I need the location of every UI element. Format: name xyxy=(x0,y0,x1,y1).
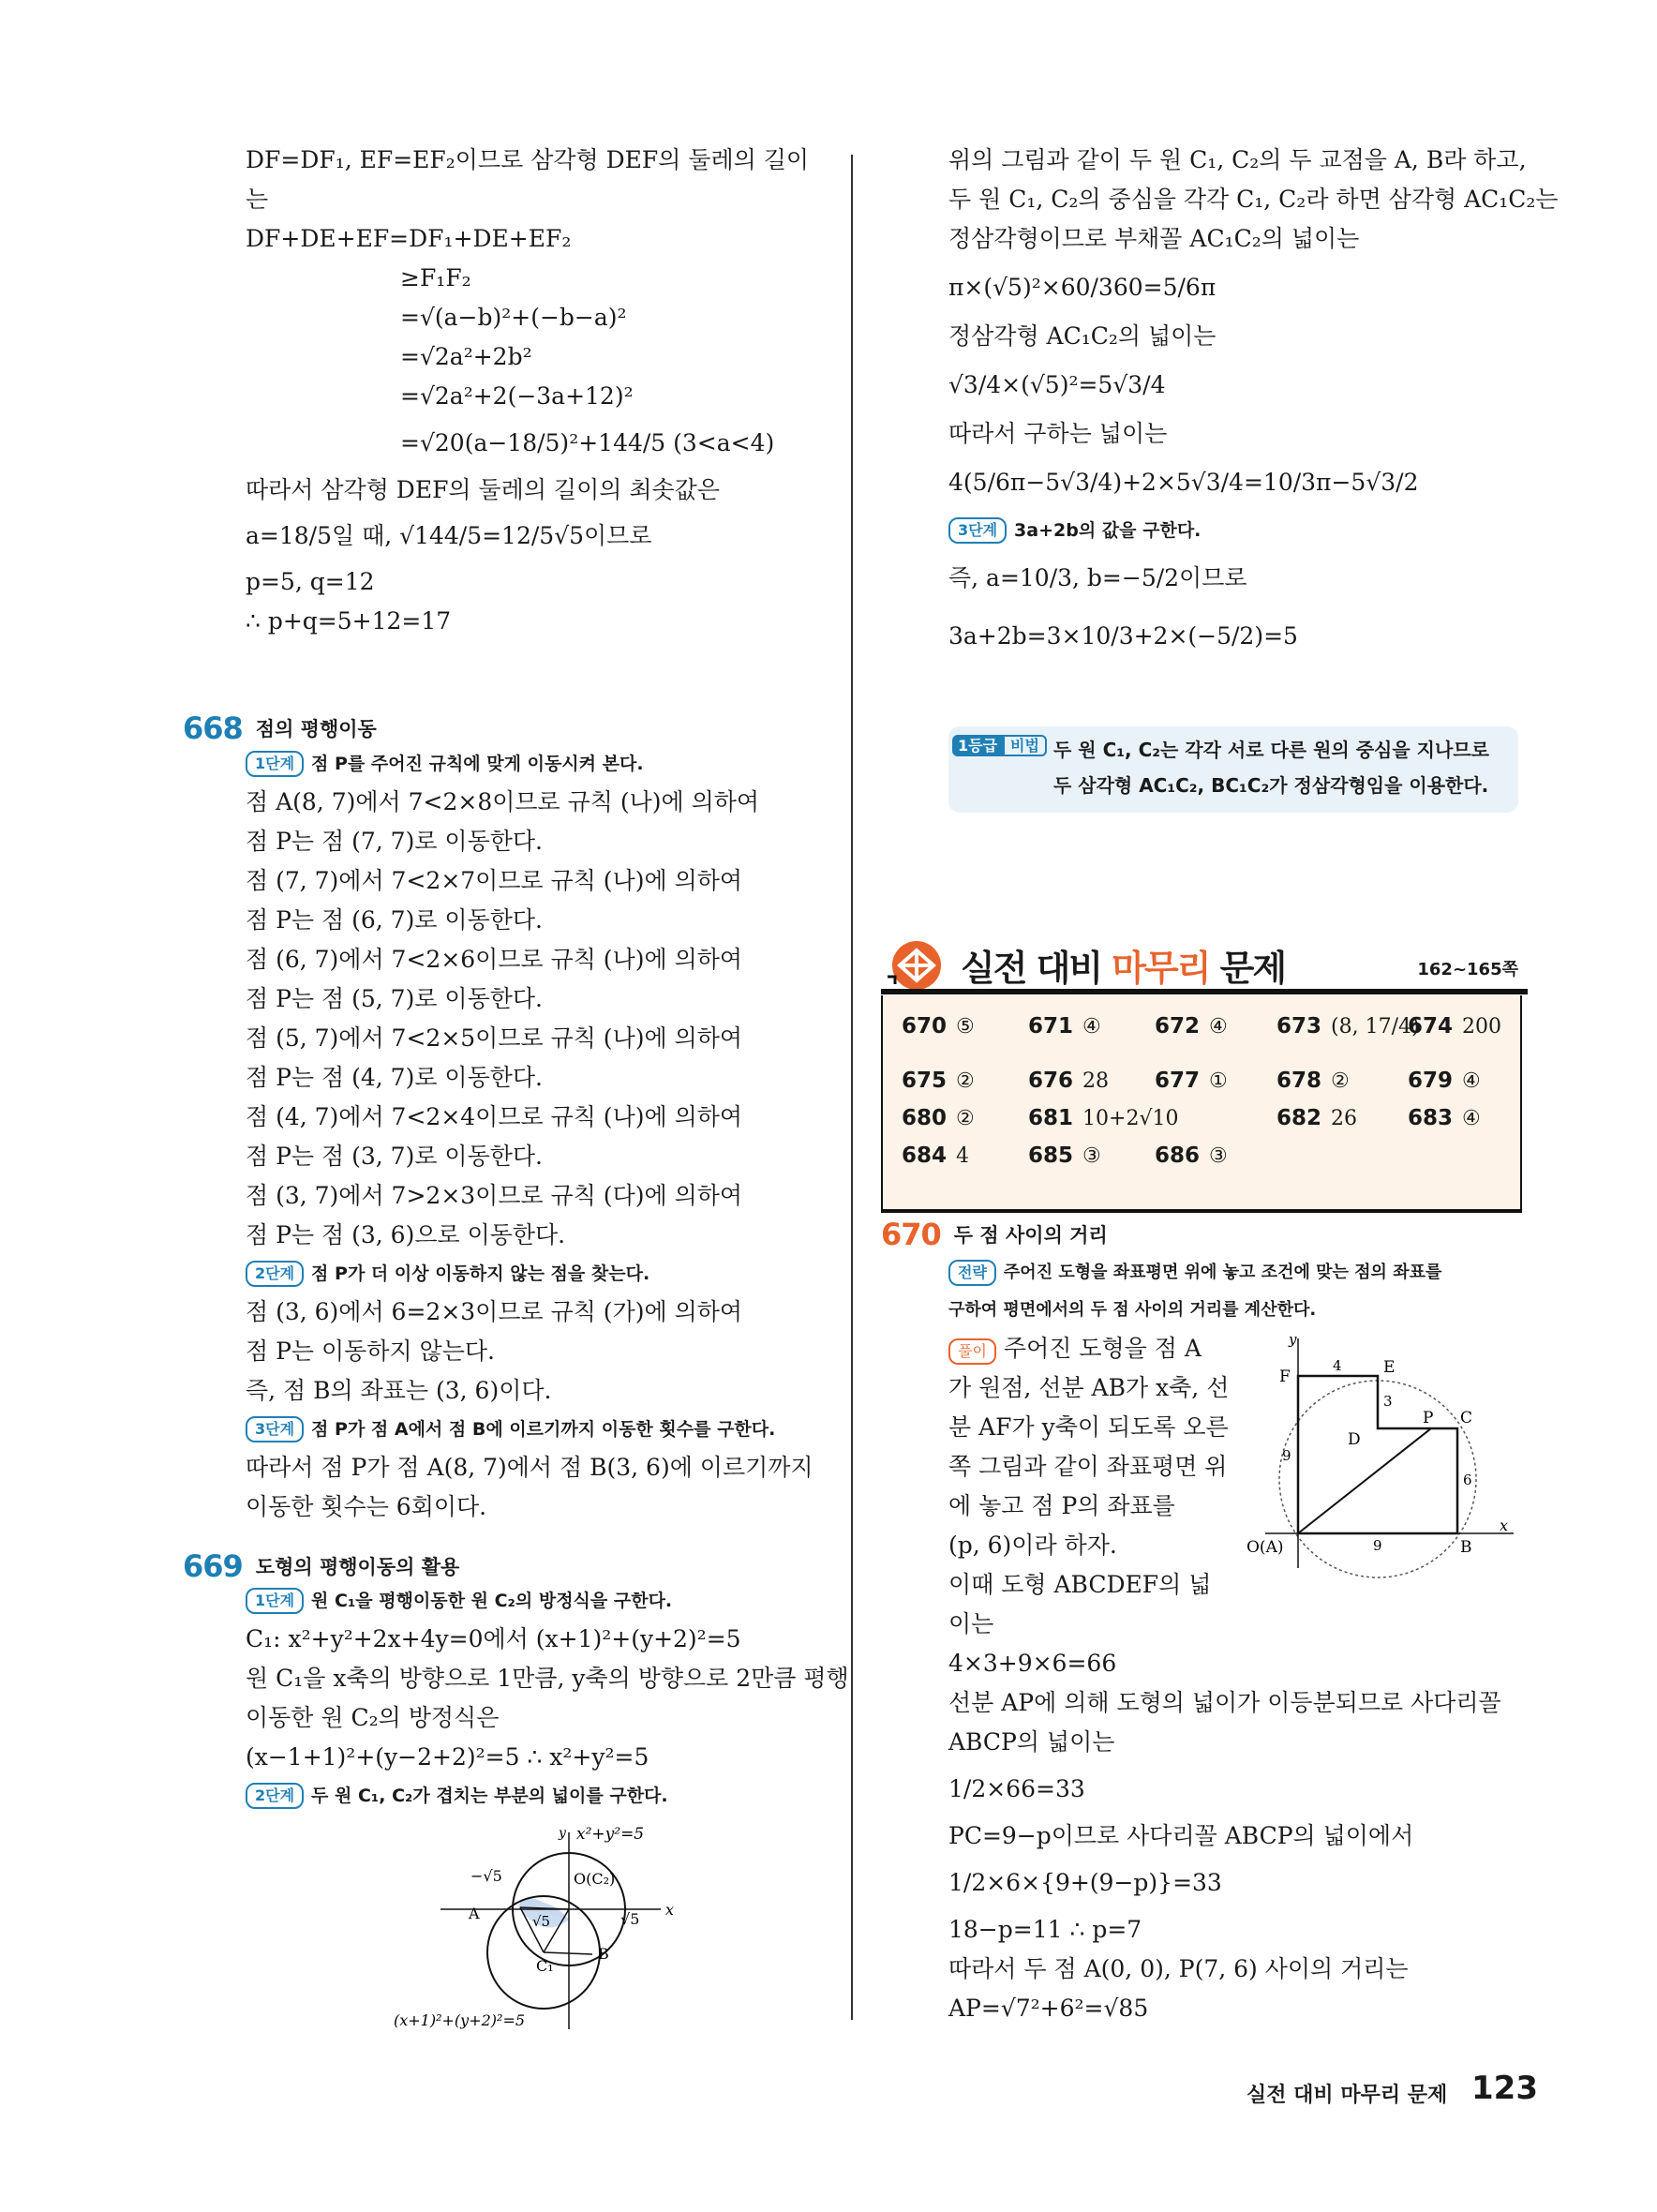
problem-number: 668 xyxy=(183,710,243,746)
two-circles-figure xyxy=(384,1814,694,2039)
problem-title: 두 점 사이의 거리 xyxy=(953,1224,1108,1247)
length-9-bottom: 9 xyxy=(1373,1537,1382,1554)
coordinate-figure xyxy=(1246,1329,1518,1582)
step-badge: 1단계 xyxy=(246,1588,304,1614)
right-column xyxy=(948,141,1559,665)
answer-item: 678 ② xyxy=(1276,1069,1350,1093)
strategy xyxy=(948,1254,1530,1292)
text-line: C₁: x²+y²+2x+4y=0에서 (x+1)²+(y+2)²=5 xyxy=(246,1625,741,1652)
text-line: 원 C₁을 x축의 방향으로 1만큼, y축의 방향으로 2만큼 평행 xyxy=(246,1665,849,1692)
answer-item: 676 28 xyxy=(1028,1069,1110,1093)
text-line: AP=√7²+6²=√85 xyxy=(948,1995,1149,2022)
footer-section-name: 실전 대비 마무리 문제 xyxy=(1246,2084,1448,2107)
answer-item: 685 ③ xyxy=(1028,1143,1101,1168)
solution-line: 가 원점, 선분 AB가 x축, 선 xyxy=(948,1374,1230,1401)
problem-668-header xyxy=(183,710,377,746)
text-line: 점 A(8, 7)에서 7<2×8이므로 규칙 (나)에 의하여 xyxy=(246,788,760,815)
text-line: 는 xyxy=(246,186,269,213)
step-3 xyxy=(948,512,1530,549)
final-problems-header xyxy=(881,937,1528,992)
math-line: 3a+2b=3×10/3+2×(−5/2)=5 xyxy=(948,622,1298,650)
step-text: 점 P를 주어진 규칙에 맞게 이동시켜 본다. xyxy=(311,754,644,774)
root5-x-label: √5 xyxy=(620,1910,640,1928)
text-line: 점 P는 점 (7, 7)로 이동한다. xyxy=(246,828,543,855)
text-line: 정삼각형 AC₁C₂의 넓이는 xyxy=(948,322,1217,350)
text-line: 점 (6, 7)에서 7<2×6이므로 규칙 (나)에 의하여 xyxy=(246,946,743,973)
step-1 xyxy=(246,1582,827,1620)
origin-label: O(C₂) xyxy=(574,1870,616,1888)
text-line: a=18/5일 때, √144/5=12/5√5이므로 xyxy=(246,522,652,549)
text-line: 점 P는 점 (5, 7)로 이동한다. xyxy=(246,985,543,1012)
text-line: 4×3+9×6=66 xyxy=(948,1650,1117,1677)
circle-c1-equation: (x+1)²+(y+2)²=5 xyxy=(394,2011,526,2029)
text-line: 이동한 횟수는 6회이다. xyxy=(246,1493,487,1520)
y-label: y xyxy=(559,1826,566,1841)
point-a-label: A xyxy=(469,1905,480,1922)
point-b-label: B xyxy=(1460,1538,1472,1557)
text-line: 따라서 점 P가 점 A(8, 7)에서 점 B(3, 6)에 이르기까지 xyxy=(246,1454,814,1481)
answer-table xyxy=(881,995,1522,1213)
header-rule xyxy=(881,989,1528,994)
text-line: DF+DE+EF=DF₁+DE+EF₂ xyxy=(246,225,572,252)
step-badge: 3단계 xyxy=(246,1416,304,1442)
answer-item: 670 ⑤ xyxy=(902,1014,975,1039)
step-badge: 2단계 xyxy=(246,1783,304,1809)
text-line: 두 원 C₁, C₂의 중심을 각각 C₁, C₂라 하면 삼각형 AC₁C₂는 xyxy=(948,186,1559,213)
point-c-label: C xyxy=(1460,1409,1473,1427)
segment xyxy=(544,1952,592,1954)
text-line: 따라서 두 점 A(0, 0), P(7, 6) 사이의 거리는 xyxy=(948,1955,1409,1982)
text-line: 점 (7, 7)에서 7<2×7이므로 규칙 (나)에 의하여 xyxy=(246,867,743,894)
answer-item: 671 ④ xyxy=(1028,1014,1101,1039)
problem-669-header xyxy=(183,1548,459,1584)
step-text: 두 원 C₁, C₂가 겹치는 부분의 넓이를 구한다. xyxy=(311,1786,668,1806)
segment-ap xyxy=(1298,1428,1431,1533)
point-p-label: P xyxy=(1423,1409,1434,1427)
tip-box xyxy=(948,726,1518,813)
answer-item: 686 ③ xyxy=(1155,1143,1228,1168)
title-part: 문제 xyxy=(1209,948,1286,989)
hexagon-abcdef xyxy=(1298,1376,1457,1533)
answer-item: 672 ④ xyxy=(1155,1014,1228,1039)
text-line: 위의 그림과 같이 두 원 C₁, C₂의 두 교점을 A, B라 하고, xyxy=(948,146,1527,173)
step-text: 점 P가 더 이상 이동하지 않는 점을 찾는다. xyxy=(311,1263,650,1284)
math-line: =√2a²+2(−3a+12)² xyxy=(400,382,634,410)
math-line: ≥F₁F₂ xyxy=(400,264,471,291)
neg-root5-label: −√5 xyxy=(470,1867,502,1885)
text-line: 점 (3, 6)에서 6=2×3이므로 규칙 (가)에 의하여 xyxy=(246,1298,743,1325)
answer-item: 679 ④ xyxy=(1408,1069,1481,1093)
step-2 xyxy=(246,1255,827,1293)
strategy-text: 주어진 도형을 좌표평면 위에 놓고 조건에 맞는 점의 좌표를 xyxy=(1003,1263,1442,1282)
point-e-label: E xyxy=(1383,1358,1396,1377)
math-line: 4(5/6π−5√3/4)+2×5√3/4=10/3π−5√3/2 xyxy=(948,469,1419,496)
text-line: 점 P는 이동하지 않는다. xyxy=(246,1338,495,1365)
text-line: ABCP의 넓이는 xyxy=(948,1728,1115,1756)
math-line: =√2a²+2b² xyxy=(400,343,532,370)
math-line: =√(a−b)²+(−b−a)² xyxy=(400,304,627,331)
text-line: 점 P는 점 (3, 6)으로 이동한다. xyxy=(246,1221,566,1248)
point-f-label: F xyxy=(1279,1368,1291,1386)
answer-item: 684 4 xyxy=(902,1143,970,1168)
left-column xyxy=(246,141,827,641)
column-divider xyxy=(851,155,853,2020)
text-line: 점 (5, 7)에서 7<2×5이므로 규칙 (나)에 의하여 xyxy=(246,1024,743,1052)
answer-item: 675 ② xyxy=(902,1069,975,1093)
solution-line: 쪽 그림과 같이 좌표평면 위 xyxy=(948,1453,1228,1480)
text-line: 따라서 구하는 넓이는 xyxy=(948,420,1168,447)
length-4: 4 xyxy=(1333,1357,1342,1374)
x-label: x xyxy=(1500,1517,1509,1534)
math-line: π×(√5)²×60/360=5/6π xyxy=(948,274,1217,301)
answer-item: 674 200 xyxy=(1408,1014,1502,1039)
problem-669-body xyxy=(246,1582,849,1815)
math-line: =√20(a−18/5)²+144/5 (3<a<4) xyxy=(400,429,775,456)
step-3 xyxy=(246,1411,827,1448)
tip-badge xyxy=(952,734,1047,755)
text-line: 정삼각형이므로 부채꼴 AC₁C₂의 넓이는 xyxy=(948,225,1360,252)
length-9-left: 9 xyxy=(1282,1447,1291,1464)
solution-line: 이는 xyxy=(948,1610,994,1637)
text-line: (x−1+1)²+(y−2+2)²=5 ∴ x²+y²=5 xyxy=(246,1743,649,1771)
strategy-cont: 구하여 평면에서의 두 점 사이의 거리를 계산한다. xyxy=(948,1300,1317,1320)
root5-inner-label: √5 xyxy=(532,1913,551,1930)
final-problems-title xyxy=(961,939,1285,991)
x-label: x xyxy=(665,1901,675,1919)
step-2 xyxy=(246,1777,827,1815)
text-line: 점 P는 점 (3, 7)로 이동한다. xyxy=(246,1143,543,1170)
step-1 xyxy=(246,745,827,783)
step-badge: 3단계 xyxy=(948,517,1007,544)
page-number: 123 xyxy=(1471,2070,1538,2107)
circle-c2-equation: x²+y²=5 xyxy=(576,1825,645,1844)
step-text: 원 C₁을 평행이동한 원 C₂의 방정식을 구한다. xyxy=(311,1591,673,1611)
length-3: 3 xyxy=(1383,1393,1393,1410)
text-line: 점 (3, 7)에서 7>2×3이므로 규칙 (다)에 의하여 xyxy=(246,1182,743,1209)
strategy-badge: 전략 xyxy=(948,1260,996,1286)
text-line: 점 P는 점 (6, 7)로 이동한다. xyxy=(246,906,543,934)
solution-line: 분 AF가 y축이 되도록 오른 xyxy=(948,1413,1229,1441)
answer-item: 681 10+2√10 xyxy=(1028,1106,1179,1130)
problem-668-body xyxy=(246,745,827,1527)
math-line: 1/2×66=33 xyxy=(948,1775,1085,1802)
title-highlight: 마무리 xyxy=(1112,948,1210,989)
answer-item: 677 ① xyxy=(1155,1069,1228,1093)
problem-number: 669 xyxy=(183,1548,243,1584)
answer-item: 680 ② xyxy=(902,1106,975,1130)
text-line: 이동한 원 C₂의 방정식은 xyxy=(246,1704,500,1731)
problem-670-header xyxy=(881,1217,1108,1252)
problem-title: 점의 평행이동 xyxy=(255,718,377,740)
text-line: 따라서 삼각형 DEF의 둘레의 길이의 최솟값은 xyxy=(246,476,720,503)
point-b-label: B xyxy=(598,1945,609,1963)
step-badge: 2단계 xyxy=(246,1261,304,1287)
solution-text: 주어진 도형을 점 A xyxy=(1003,1335,1202,1362)
step-text: 점 P가 점 A에서 점 B에 이르기까지 이동한 횟수를 구한다. xyxy=(311,1419,776,1440)
y-label: y xyxy=(1289,1331,1297,1348)
page-range: 162~165쪽 xyxy=(1417,960,1518,979)
math-line: 1/2×6×{9+(9−p)}=33 xyxy=(948,1869,1222,1896)
tip-badge-grade: 1등급 xyxy=(952,735,1003,756)
step-badge: 1단계 xyxy=(246,751,304,777)
text-line: 점 P는 점 (4, 7)로 이동한다. xyxy=(246,1064,543,1091)
text-line: 점 (4, 7)에서 7<2×4이므로 규칙 (나)에 의하여 xyxy=(246,1103,743,1130)
answer-item: 682 26 xyxy=(1276,1106,1358,1130)
solution-badge: 풀이 xyxy=(948,1338,996,1365)
problem-title: 도형의 평행이동의 활용 xyxy=(255,1556,460,1578)
tip-badge-label: 비법 xyxy=(1003,735,1047,756)
solution-line: 에 놓고 점 P의 좌표를 xyxy=(948,1492,1175,1519)
solution-line: 이때 도형 ABCDEF의 넓 xyxy=(948,1571,1212,1598)
text-line: 선분 AP에 의해 도형의 넓이가 이등분되므로 사다리꼴 xyxy=(948,1689,1501,1716)
text-line: PC=9−p이므로 사다리꼴 ABCP의 넓이에서 xyxy=(948,1822,1414,1849)
answer-item: 673 (8, 17/4) xyxy=(1276,1014,1420,1039)
length-6: 6 xyxy=(1463,1472,1472,1488)
origin-label: O(A) xyxy=(1246,1538,1284,1557)
text-line: DF=DF₁, EF=EF₂이므로 삼각형 DEF의 둘레의 길이 xyxy=(246,146,810,173)
section-logo-icon xyxy=(886,937,951,992)
text-line: 18−p=11 ∴ p=7 xyxy=(948,1916,1142,1943)
answer-item: 683 ④ xyxy=(1408,1106,1481,1130)
tip-text: 두 원 C₁, C₂는 각각 서로 다른 원의 중심을 지나므로 두 삼각형 AC₁C₂, BC₁C₂가 정삼각형임을 이용한다. xyxy=(1053,739,1489,797)
step-text: 3a+2b의 값을 구한다. xyxy=(1014,520,1202,541)
point-d-label: D xyxy=(1348,1430,1361,1449)
solution-line: (p, 6)이라 하자. xyxy=(948,1532,1117,1559)
title-part: 실전 대비 xyxy=(961,948,1112,989)
problem-number: 670 xyxy=(881,1217,941,1252)
text-line: ∴ p+q=5+12=17 xyxy=(246,607,452,635)
text-line: p=5, q=12 xyxy=(246,568,375,595)
math-line: √3/4×(√5)²=5√3/4 xyxy=(948,371,1166,398)
math-line: 즉, a=10/3, b=−5/2이므로 xyxy=(948,564,1247,591)
center-c1-label: C₁ xyxy=(536,1957,554,1975)
text-line: 즉, 점 B의 좌표는 (3, 6)이다. xyxy=(246,1377,552,1404)
